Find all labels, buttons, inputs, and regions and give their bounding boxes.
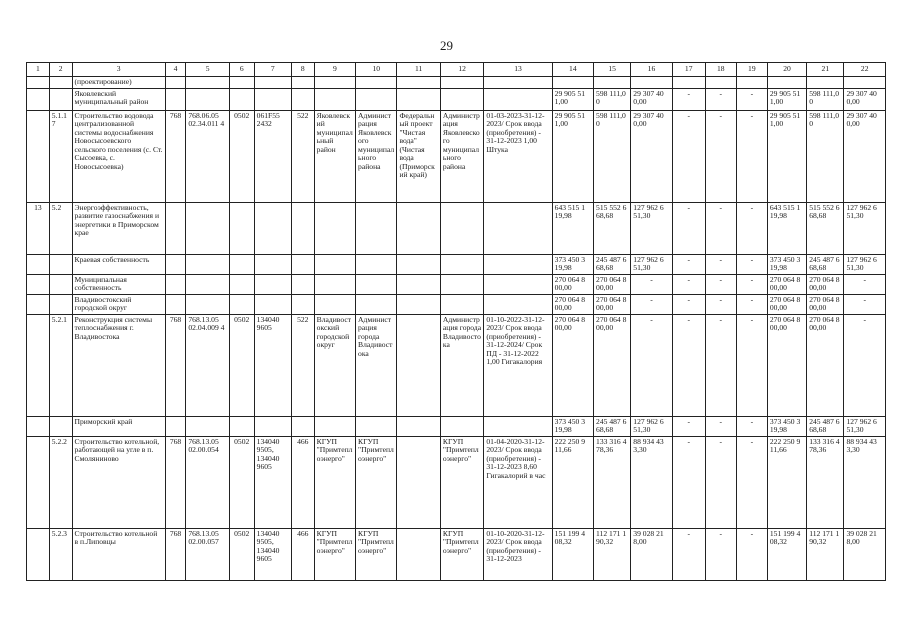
- table-cell: 270 064 8 00,00: [807, 294, 844, 314]
- table-cell: [229, 294, 254, 314]
- table-cell: [229, 77, 254, 89]
- table-row: [27, 314, 886, 416]
- table-cell: [254, 77, 291, 89]
- table-cell: [27, 88, 50, 110]
- table-cell: [186, 77, 229, 89]
- table-cell: [291, 274, 314, 294]
- table-header-row: [27, 63, 886, 77]
- table-cell: 768.13.05 02.00.054: [186, 436, 229, 528]
- table-cell: [291, 202, 314, 254]
- table-cell: -: [736, 110, 767, 202]
- table-cell: 270 064 8 00,00: [594, 274, 631, 294]
- table-cell: 373 450 3 19,98: [552, 254, 593, 274]
- table-cell: [631, 77, 672, 89]
- table-cell: Владивостокский городской округ: [314, 314, 355, 416]
- table-cell: [27, 314, 50, 416]
- table-cell: [356, 77, 397, 89]
- table-cell: 466: [291, 528, 314, 580]
- table-cell: КГУП "Примтеплоэнерго": [314, 436, 355, 528]
- table-cell: [397, 416, 440, 436]
- table-cell: [397, 77, 440, 89]
- table-cell: [49, 294, 72, 314]
- table-cell: [165, 202, 186, 254]
- table-cell: 270 064 8 00,00: [552, 294, 593, 314]
- table-cell: [484, 77, 552, 89]
- table-cell: 768: [165, 528, 186, 580]
- table-cell: [27, 254, 50, 274]
- table-cell: 643 515 1 19,98: [767, 202, 806, 254]
- table-cell: 598 111,0 0: [594, 110, 631, 202]
- column-number-12: 12: [440, 63, 483, 77]
- table-cell: [705, 77, 736, 89]
- table-cell: -: [705, 202, 736, 254]
- table-cell: [314, 416, 355, 436]
- table-cell: 13: [27, 202, 50, 254]
- table-cell: 515 552 6 68,68: [594, 202, 631, 254]
- table-row: [27, 110, 886, 202]
- table-cell: [186, 88, 229, 110]
- table-cell: [49, 77, 72, 89]
- table-cell: 134040 9505, 134040 9605: [254, 528, 291, 580]
- table-cell: [672, 77, 705, 89]
- table-cell: 29 307 40 0,00: [631, 88, 672, 110]
- table-cell: 768: [165, 314, 186, 416]
- table-cell: [229, 254, 254, 274]
- table-cell: -: [736, 416, 767, 436]
- table-cell: [356, 294, 397, 314]
- table-cell: -: [672, 202, 705, 254]
- table-cell: КГУП "Примтеплоэнерго": [440, 436, 483, 528]
- table-cell: [229, 416, 254, 436]
- table-cell: -: [631, 274, 672, 294]
- table-cell: Администрация города Владивостока: [440, 314, 483, 416]
- table-cell: 29 307 40 0,00: [631, 110, 672, 202]
- table-cell: [291, 88, 314, 110]
- table-cell: -: [672, 436, 705, 528]
- table-cell: 29 905 51 1,00: [552, 88, 593, 110]
- table-cell: 061F55 2432: [254, 110, 291, 202]
- table-cell: 88 934 43 3,30: [844, 436, 886, 528]
- table-cell: 133 316 4 78,36: [594, 436, 631, 528]
- table-cell: Муниципальная собственность: [72, 274, 165, 294]
- table-cell: (проектирование): [72, 77, 165, 89]
- table-cell: [736, 77, 767, 89]
- table-cell: -: [631, 314, 672, 416]
- table-cell: -: [631, 294, 672, 314]
- table-cell: 245 487 6 68,68: [594, 254, 631, 274]
- table-cell: [397, 528, 440, 580]
- table-cell: 29 905 51 1,00: [552, 110, 593, 202]
- column-number-18: 18: [705, 63, 736, 77]
- table-cell: [356, 416, 397, 436]
- table-cell: [27, 294, 50, 314]
- column-number-5: 5: [186, 63, 229, 77]
- table-cell: [229, 274, 254, 294]
- table-cell: 5.2.2: [49, 436, 72, 528]
- table-cell: 515 552 6 68,68: [807, 202, 844, 254]
- table-cell: [314, 274, 355, 294]
- table-cell: 0502: [229, 314, 254, 416]
- table-cell: 0502: [229, 436, 254, 528]
- table-cell: [165, 88, 186, 110]
- table-cell: [254, 294, 291, 314]
- table-cell: [27, 528, 50, 580]
- table-cell: [594, 77, 631, 89]
- table-cell: 127 962 6 51,30: [631, 416, 672, 436]
- table-cell: 373 450 3 19,98: [767, 416, 806, 436]
- table-cell: [186, 202, 229, 254]
- table-cell: -: [736, 202, 767, 254]
- table-row: [27, 416, 886, 436]
- table-cell: Строительство водовода централизованной системы водоснабжения Новосысоевского сельского поселения (с. Ст. Сысоевка, с. Новосысоевка): [72, 110, 165, 202]
- table-cell: 270 064 8 00,00: [552, 274, 593, 294]
- table-cell: [484, 202, 552, 254]
- table-cell: Яковлевский муниципальный район: [72, 88, 165, 110]
- table-cell: 127 962 6 51,30: [631, 254, 672, 274]
- table-cell: [186, 416, 229, 436]
- table-cell: [314, 294, 355, 314]
- table-cell: [254, 202, 291, 254]
- table-cell: 29 307 40 0,00: [844, 110, 886, 202]
- column-number-2: 2: [49, 63, 72, 77]
- table-cell: [397, 274, 440, 294]
- table-cell: 5.2: [49, 202, 72, 254]
- table-cell: [291, 77, 314, 89]
- table-cell: 5.1.17: [49, 110, 72, 202]
- table-cell: 768: [165, 436, 186, 528]
- table-cell: [440, 77, 483, 89]
- table-cell: [165, 274, 186, 294]
- table-cell: Реконструкция системы теплоснабжения г. Владивостока: [72, 314, 165, 416]
- table-cell: [186, 274, 229, 294]
- table-cell: [440, 416, 483, 436]
- table-cell: -: [736, 254, 767, 274]
- table-row: [27, 528, 886, 580]
- table-cell: 112 171 1 90,32: [594, 528, 631, 580]
- table-cell: 270 064 8 00,00: [767, 314, 806, 416]
- table-cell: [186, 294, 229, 314]
- table-cell: -: [844, 294, 886, 314]
- table-cell: 01-10-2020-31-12-2023/ Срок ввода (приобретения) - 31-12-2023: [484, 528, 552, 580]
- table-cell: Яковлевский муниципальный район: [314, 110, 355, 202]
- table-row: [27, 294, 886, 314]
- table-cell: 5.2.1: [49, 314, 72, 416]
- table-cell: -: [736, 88, 767, 110]
- table-cell: [440, 88, 483, 110]
- table-cell: [356, 274, 397, 294]
- table-cell: [49, 274, 72, 294]
- table-cell: 373 450 3 19,98: [767, 254, 806, 274]
- table-cell: 466: [291, 436, 314, 528]
- table-row: [27, 274, 886, 294]
- table-cell: Администрация города Владивостока: [356, 314, 397, 416]
- table-cell: [254, 274, 291, 294]
- column-number-17: 17: [672, 63, 705, 77]
- table-cell: [229, 202, 254, 254]
- column-number-1: 1: [27, 63, 50, 77]
- table-cell: [49, 88, 72, 110]
- table-cell: 29 905 51 1,00: [767, 88, 806, 110]
- column-number-11: 11: [397, 63, 440, 77]
- budget-table: [26, 62, 886, 581]
- table-cell: 0502: [229, 528, 254, 580]
- table-cell: 598 111,0 0: [807, 110, 844, 202]
- table-cell: -: [705, 254, 736, 274]
- column-number-15: 15: [594, 63, 631, 77]
- table-cell: -: [705, 88, 736, 110]
- table-cell: [397, 202, 440, 254]
- table-cell: -: [672, 314, 705, 416]
- table-cell: [165, 77, 186, 89]
- table-cell: [484, 88, 552, 110]
- table-cell: 598 111,0 0: [807, 88, 844, 110]
- table-cell: 768.06.05 02.34.011 4: [186, 110, 229, 202]
- column-number-3: 3: [72, 63, 165, 77]
- table-cell: 270 064 8 00,00: [594, 314, 631, 416]
- table-cell: -: [672, 294, 705, 314]
- table-cell: [440, 274, 483, 294]
- table-cell: 39 028 21 8,00: [844, 528, 886, 580]
- column-number-16: 16: [631, 63, 672, 77]
- table-cell: [484, 416, 552, 436]
- table-cell: Строительство котельной, работающей на угле в п. Смоляниново: [72, 436, 165, 528]
- table-cell: [356, 254, 397, 274]
- table-cell: 112 171 1 90,32: [807, 528, 844, 580]
- table-cell: [440, 294, 483, 314]
- table-row: [27, 436, 886, 528]
- table-cell: [807, 77, 844, 89]
- table-cell: 151 199 4 08,32: [552, 528, 593, 580]
- table-cell: -: [736, 436, 767, 528]
- table-cell: 29 307 40 0,00: [844, 88, 886, 110]
- table-cell: 270 064 8 00,00: [767, 274, 806, 294]
- table-cell: -: [705, 110, 736, 202]
- column-number-6: 6: [229, 63, 254, 77]
- table-cell: 373 450 3 19,98: [552, 416, 593, 436]
- column-number-10: 10: [356, 63, 397, 77]
- table-cell: [484, 294, 552, 314]
- column-number-7: 7: [254, 63, 291, 77]
- table-cell: -: [672, 110, 705, 202]
- table-cell: -: [705, 416, 736, 436]
- table-cell: [186, 254, 229, 274]
- table-cell: [27, 416, 50, 436]
- table-cell: 127 962 6 51,30: [631, 202, 672, 254]
- table-cell: [314, 202, 355, 254]
- table-cell: 151 199 4 08,32: [767, 528, 806, 580]
- table-cell: Строительство котельной в п.Липовцы: [72, 528, 165, 580]
- column-number-22: 22: [844, 63, 886, 77]
- table-cell: 01-10-2022-31-12-2023/ Срок ввода (приобретения) - 31-12-2024/ Срок ПД - 31-12-2022 1,00 Гигакалория: [484, 314, 552, 416]
- table-cell: -: [736, 294, 767, 314]
- table-cell: 29 905 51 1,00: [767, 110, 806, 202]
- table-cell: 270 064 8 00,00: [552, 314, 593, 416]
- table-cell: Владивостокский городской округ: [72, 294, 165, 314]
- table-cell: [49, 254, 72, 274]
- table-cell: [291, 254, 314, 274]
- table-cell: Энергоэффективность, развитие газоснабжения и энергетики в Приморском крае: [72, 202, 165, 254]
- table-cell: 127 962 6 51,30: [844, 254, 886, 274]
- table-cell: -: [705, 314, 736, 416]
- table-cell: [165, 294, 186, 314]
- table-cell: -: [672, 254, 705, 274]
- table-cell: -: [705, 436, 736, 528]
- table-cell: [314, 254, 355, 274]
- table-cell: [27, 77, 50, 89]
- table-cell: 598 111,0 0: [594, 88, 631, 110]
- table-cell: 01-03-2023-31-12-2023/ Срок ввода (приобретения) - 31-12-2023 1,00 Штука: [484, 110, 552, 202]
- table-cell: 88 934 43 3,30: [631, 436, 672, 528]
- table-cell: 245 487 6 68,68: [807, 254, 844, 274]
- table-cell: [254, 254, 291, 274]
- table-cell: 133 316 4 78,36: [807, 436, 844, 528]
- table-cell: -: [705, 274, 736, 294]
- table-cell: [229, 88, 254, 110]
- table-cell: [49, 416, 72, 436]
- table-cell: [254, 416, 291, 436]
- table-cell: -: [736, 528, 767, 580]
- table-cell: -: [672, 416, 705, 436]
- table-cell: 270 064 8 00,00: [594, 294, 631, 314]
- table-cell: [314, 77, 355, 89]
- table-cell: [552, 77, 593, 89]
- table-row: [27, 202, 886, 254]
- table-cell: -: [844, 314, 886, 416]
- table-cell: [844, 77, 886, 89]
- table-cell: [165, 416, 186, 436]
- table-cell: -: [672, 274, 705, 294]
- table-cell: [291, 294, 314, 314]
- table-cell: [27, 436, 50, 528]
- table-cell: -: [844, 274, 886, 294]
- table-cell: [356, 88, 397, 110]
- table-cell: 222 250 9 11,66: [767, 436, 806, 528]
- table-cell: 127 962 6 51,30: [844, 416, 886, 436]
- table-cell: [397, 294, 440, 314]
- table-row: [27, 254, 886, 274]
- table-cell: [484, 254, 552, 274]
- table-cell: Краевая собственность: [72, 254, 165, 274]
- table-cell: КГУП "Примтеплоэнерго": [440, 528, 483, 580]
- table-cell: 270 064 8 00,00: [807, 314, 844, 416]
- table-cell: -: [672, 528, 705, 580]
- table-row: [27, 88, 886, 110]
- table-cell: 768: [165, 110, 186, 202]
- column-number-20: 20: [767, 63, 806, 77]
- table-cell: [484, 274, 552, 294]
- table-cell: 270 064 8 00,00: [807, 274, 844, 294]
- table-cell: Администрация Яковлевского муниципального района: [440, 110, 483, 202]
- table-cell: 01-04-2020-31-12-2023/ Срок ввода (приобретения) - 31-12-2023 8,60 Гигакалорий в час: [484, 436, 552, 528]
- table-cell: [440, 202, 483, 254]
- table-cell: [356, 202, 397, 254]
- table-cell: 39 028 21 8,00: [631, 528, 672, 580]
- column-number-8: 8: [291, 63, 314, 77]
- table-cell: 522: [291, 110, 314, 202]
- table-cell: [440, 254, 483, 274]
- table-cell: -: [736, 274, 767, 294]
- table-cell: -: [705, 294, 736, 314]
- table-cell: 270 064 8 00,00: [767, 294, 806, 314]
- table-cell: 134040 9605: [254, 314, 291, 416]
- table-cell: -: [672, 88, 705, 110]
- column-number-21: 21: [807, 63, 844, 77]
- table-cell: 127 962 6 51,30: [844, 202, 886, 254]
- table-cell: Приморский край: [72, 416, 165, 436]
- table-cell: [767, 77, 806, 89]
- table-cell: КГУП "Примтеплоэнерго": [356, 436, 397, 528]
- table-cell: [291, 416, 314, 436]
- table-cell: 0502: [229, 110, 254, 202]
- table-cell: Администрация Яковлевского муниципального района: [356, 110, 397, 202]
- table-cell: 134040 9505, 134040 9605: [254, 436, 291, 528]
- table-cell: -: [705, 528, 736, 580]
- table-cell: [397, 254, 440, 274]
- column-number-19: 19: [736, 63, 767, 77]
- table-cell: 768.13.05 02.00.057: [186, 528, 229, 580]
- table-cell: 643 515 1 19,98: [552, 202, 593, 254]
- table-cell: 768.13.05 02.04.009 4: [186, 314, 229, 416]
- table-cell: [397, 314, 440, 416]
- column-number-9: 9: [314, 63, 355, 77]
- table-cell: Федеральный проект "Чистая вода" (Чистая вода (Приморский край): [397, 110, 440, 202]
- table-cell: [254, 88, 291, 110]
- table-row: [27, 77, 886, 89]
- table-cell: 5.2.3: [49, 528, 72, 580]
- table-cell: 522: [291, 314, 314, 416]
- table-cell: 245 487 6 68,68: [594, 416, 631, 436]
- table-cell: [314, 88, 355, 110]
- table-cell: [397, 88, 440, 110]
- column-number-4: 4: [165, 63, 186, 77]
- table-cell: [397, 436, 440, 528]
- table-cell: [27, 110, 50, 202]
- column-number-13: 13: [484, 63, 552, 77]
- table-cell: [165, 254, 186, 274]
- column-number-14: 14: [552, 63, 593, 77]
- table-cell: КГУП "Примтеплоэнерго": [356, 528, 397, 580]
- table-cell: 222 250 9 11,66: [552, 436, 593, 528]
- table-cell: КГУП "Примтеплоэнерго": [314, 528, 355, 580]
- table-cell: 245 487 6 68,68: [807, 416, 844, 436]
- table-cell: -: [736, 314, 767, 416]
- page-number: 29: [440, 38, 453, 53]
- table-cell: [27, 274, 50, 294]
